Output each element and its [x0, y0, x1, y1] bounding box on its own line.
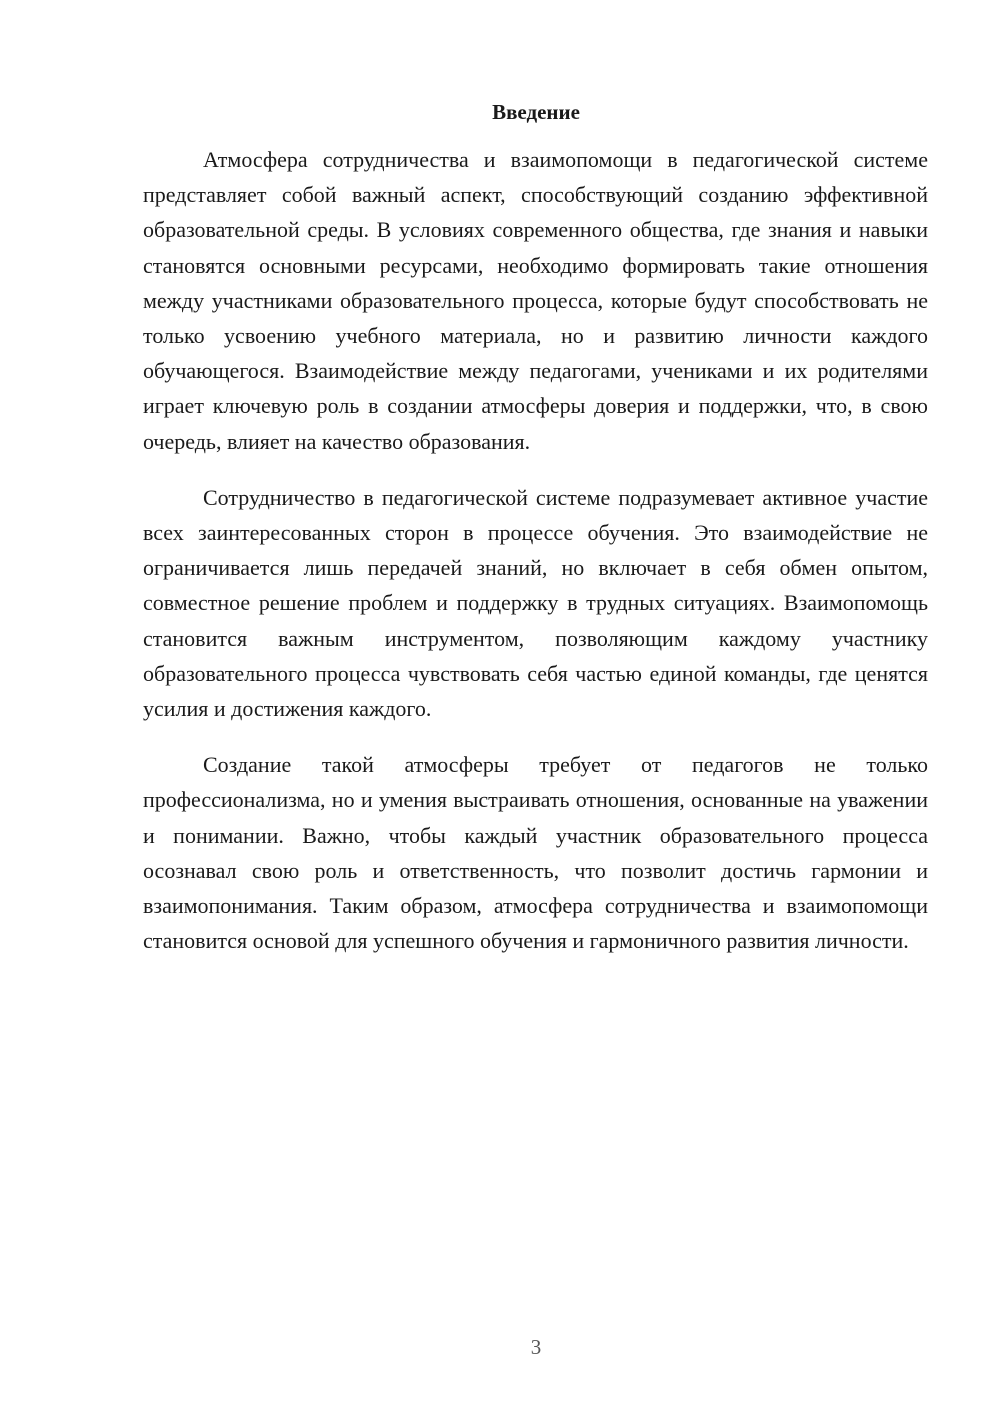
section-heading: Введение	[492, 100, 580, 124]
paragraph-1: Атмосфера сотрудничества и взаимопомощи в педагогической системе представляет собой важный аспект, способствующий созданию эффективной образовательной среды. В условиях современного общества, где знания и навыки становятся основными ресурсами, необходимо формировать такие отношения между участниками образовательного процесса, которые будут способствовать не только усвоению учебного материала, но и развитию личности каждого обучающегося. Взаимодействие между педагогами, учениками и их родителями играет ключевую роль в создании атмосферы доверия и поддержки, что, в свою очередь, влияет на качество образования.	[143, 147, 928, 454]
paragraph-2: Сотрудничество в педагогической системе подразумевает активное участие всех заинтересованных сторон в процессе обучения. Это взаимодействие не ограничивается лишь передачей знаний, но включает в себя обмен опытом, совместное решение проблем и поддержку в трудных ситуациях. Взаимопомощь становится важным инструментом, позволяющим каждому участнику образовательного процесса чувствовать себя частью единой команды, где ценятся усилия и достижения каждого.	[143, 484, 928, 722]
paragraph-3: Создание такой атмосферы требует от педагогов не только профессионализма, но и умения выстраивать отношения, основанные на уважении и понимании. Важно, чтобы каждый участник образовательного процесса осознавал свою роль и ответственность, что позволит достичь гармонии и взаимопонимания. Таким образом, атмосфера сотрудничества и взаимопомощи становится основой для успешного обучения и гармоничного развития личности.	[143, 752, 928, 954]
body-text	[143, 142, 928, 979]
page-number: 3	[530, 1335, 542, 1359]
